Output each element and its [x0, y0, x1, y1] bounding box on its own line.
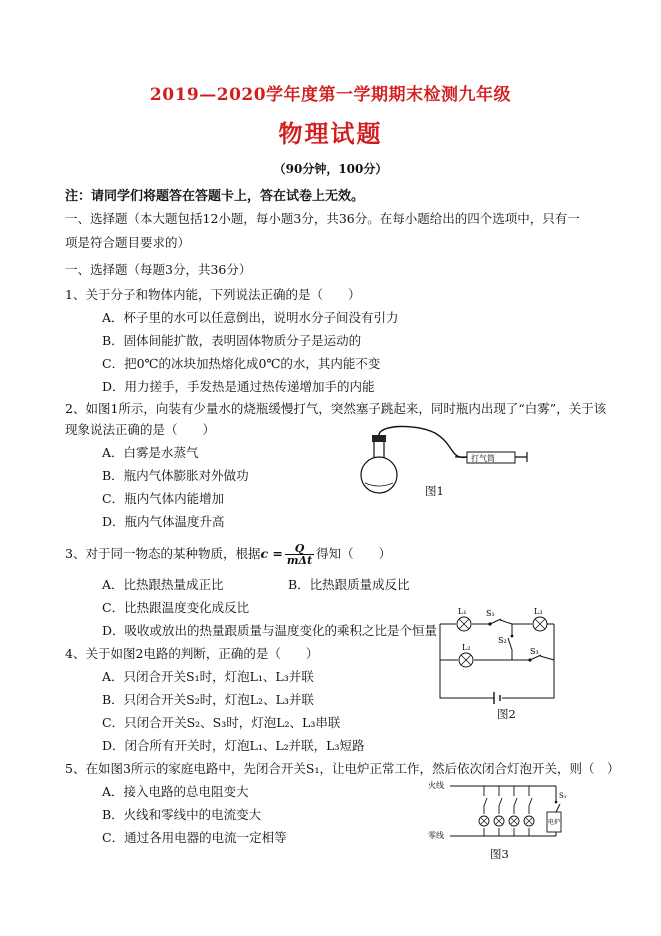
heater-label: 电炉 [548, 819, 561, 826]
live-wire-label: 火线 [428, 781, 444, 790]
question-5-option-c: C．通过各用电器的电流一定相等 [102, 830, 287, 845]
subject-title: 物理试题 [278, 119, 383, 148]
circuit-label-s3: S₃ [530, 647, 539, 656]
question-2-option-b: B．瓶内气体膨胀对外做功 [102, 468, 249, 483]
lamp-branches [479, 786, 534, 836]
circuit-label-l2: L₂ [462, 643, 471, 652]
figure-2-label: 图2 [497, 707, 516, 721]
exam-note: 注：请同学们将题答在答题卡上，答在试卷上无效。 [65, 189, 365, 204]
question-2-option-d: D．瓶内气体温度升高 [102, 514, 225, 529]
formula-fraction [285, 543, 314, 566]
circuit-label-l1: L₁ [458, 607, 467, 616]
question-2-stem-line2: 现象说法正确的是（ ） [65, 422, 216, 437]
question-3-option-a: A．比热跟热量成正比 [102, 577, 224, 592]
figure-3-label: 图3 [490, 847, 509, 861]
section-heading: 一、选择题（每题3分，共36分） [65, 262, 252, 277]
question-2-stem-line1: 2、如图1所示，向装有少量水的烧瓶缓慢打气，突然塞子跳起来，同时瓶内出现了“白雾”，关于该 [65, 401, 607, 416]
question-1-option-c: C．把0℃的冰块加热熔化成0℃的水，其内能不变 [102, 356, 381, 371]
section-intro-line2: 项是符合题目要求的） [65, 235, 191, 250]
figure-1-flask-pump [355, 425, 535, 500]
neutral-wire-label: 零线 [428, 831, 444, 840]
formula-denominator: mΔt [286, 554, 313, 567]
question-5-option-a: A．接入电路的总电阻变大 [102, 784, 249, 799]
exam-title: 2019—2020学年度第一学期期末检测九年级 [149, 85, 512, 105]
section-intro-line1: 一、选择题（本大题包括12小题，每小题3分，共36分。在每小题给出的四个选项中，只有一 [65, 211, 580, 226]
figure-3-household-circuit [428, 778, 568, 848]
question-2-option-c: C．瓶内气体内能增加 [102, 491, 225, 506]
circuit-label-l3: L₃ [534, 607, 543, 616]
question-3-option-d: D．吸收或放出的热量跟质量与温度变化的乘积之比是个恒量 [102, 623, 438, 638]
exam-meta: （90分钟，100分） [273, 162, 388, 176]
question-1-option-d: D．用力搓手，手发热是通过热传递增加手的内能 [102, 379, 375, 394]
formula-numerator: Q [285, 543, 314, 555]
question-1-option-a: A．杯子里的水可以任意倒出，说明水分子间没有引力 [102, 310, 399, 325]
question-1-option-b: B．固体间能扩散，表明固体物质分子是运动的 [102, 333, 362, 348]
question-4-stem: 4、关于如图2电路的判断，正确的是（ ） [65, 646, 319, 661]
circuit-label-s1: S₁ [486, 609, 495, 618]
question-3-option-b: B．比热跟质量成反比 [288, 577, 410, 592]
figure-2-circuit [438, 608, 556, 706]
circuit-label-s2: S₂ [498, 636, 507, 645]
switch-label: S₁ [559, 792, 567, 800]
pump-label: 打气筒 [471, 454, 495, 463]
question-3-stem-suffix: 得知（ ） [316, 546, 392, 561]
figure-1-label: 图1 [425, 484, 444, 498]
formula-lhs: c = [260, 546, 283, 561]
question-3-stem [65, 543, 391, 566]
question-2-option-a: A．白雾是水蒸气 [102, 445, 199, 460]
question-5-option-b: B．火线和零线中的电流变大 [102, 807, 262, 822]
question-5-stem: 5、在如图3所示的家庭电路中，先闭合开关S₁，让电炉正常工作，然后依次闭合灯泡开关，则（ ） [65, 761, 620, 776]
question-1-stem: 1、关于分子和物体内能，下列说法正确的是（ ） [65, 287, 361, 302]
question-3-option-c: C．比热跟温度变化成反比 [102, 600, 250, 615]
question-4-option-d: D．闭合所有开关时，灯泡L₁、L₂并联，L₃短路 [102, 738, 365, 753]
question-4-option-a: A．只闭合开关S₁时，灯泡L₁、L₃并联 [102, 669, 314, 684]
question-3-stem-prefix: 3、对于同一物态的某种物质，根据 [65, 546, 261, 561]
question-4-option-c: C．只闭合开关S₂、S₃时，灯泡L₂、L₃串联 [102, 715, 341, 730]
question-4-option-b: B．只闭合开关S₂时，灯泡L₂、L₃并联 [102, 692, 314, 707]
